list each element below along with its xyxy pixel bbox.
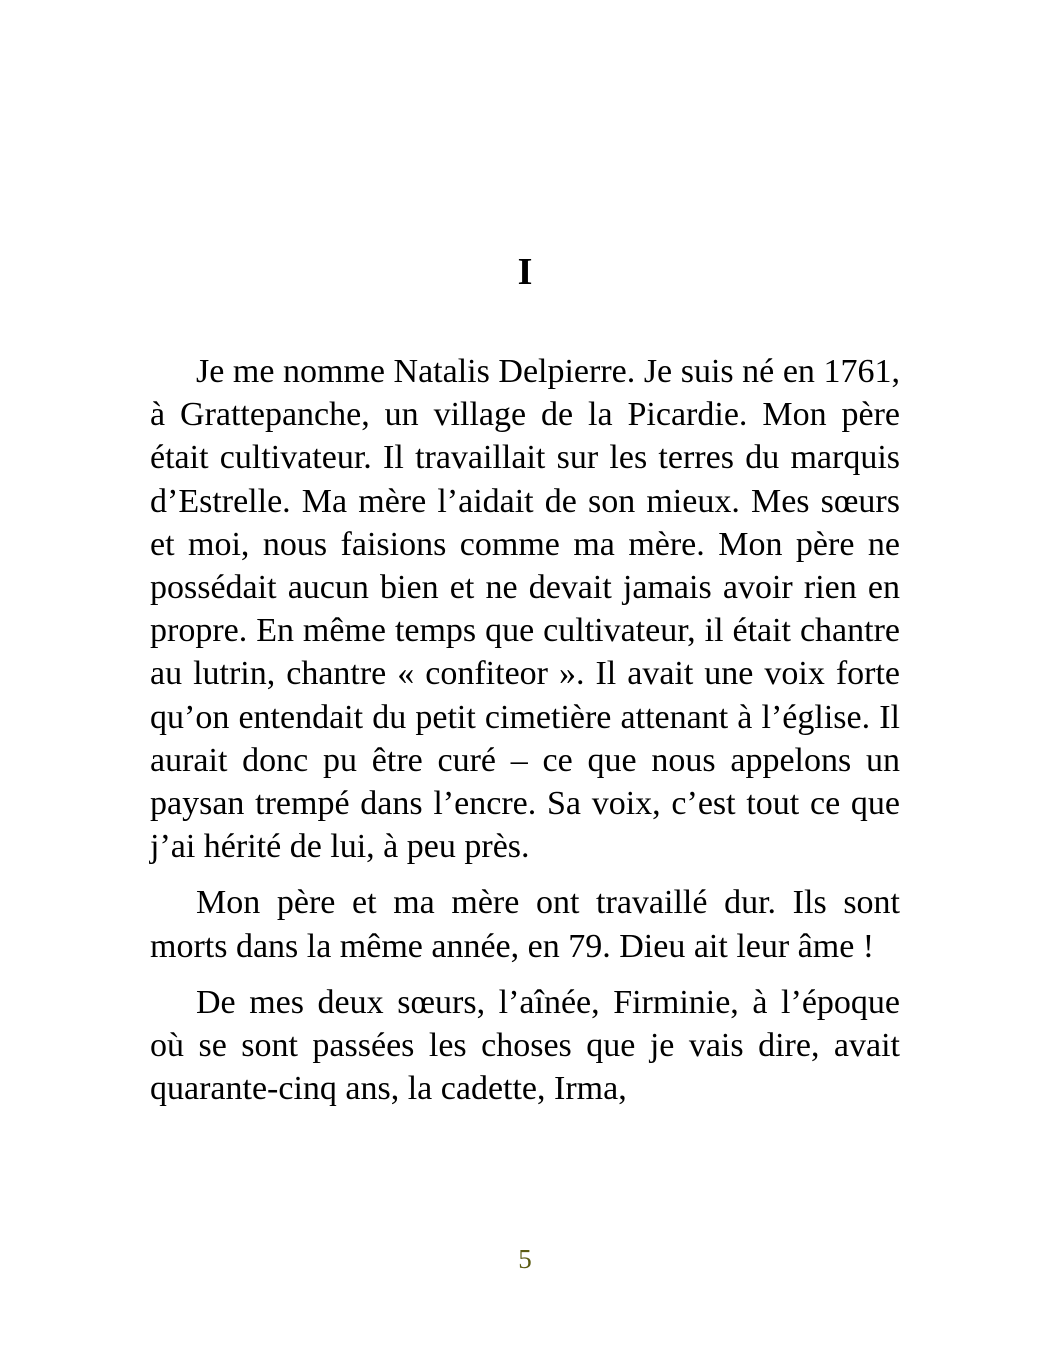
- paragraph-1: Je me nomme Natalis Delpierre. Je suis né en 1761, à Grattepanche, un village de la Picardie. Mon père était cultivateur. Il travaillait sur les terres du marquis d’Estrelle. Ma mère l’aidait de son mieux. Mes sœurs et moi, nous faisions comme ma mère. Mon père ne possédait aucun bien et ne devait jamais avoir rien en propre. En même temps que cultivateur, il était chantre au lutrin, chantre « confiteor ». Il avait une voix forte qu’on entendait du petit cimetière attenant à l’église. Il aurait donc pu être curé – ce que nous appelons un paysan trempé dans l’encre. Sa voix, c’est tout ce que j’ai hérité de lui, à peu près.: [150, 353, 900, 866]
- body-text: [150, 350, 900, 1123]
- paragraph-2: Mon père et ma mère ont travaillé dur. Ils sont morts dans la même année, en 79. Dieu ait leur âme !: [150, 884, 900, 965]
- paragraph-3: De mes deux sœurs, l’aînée, Firminie, à l’époque où se sont passées les choses que je vais dire, avait quarante-cinq ans, la cadette, Irma,: [150, 983, 900, 1108]
- page-number: 5: [518, 1244, 532, 1274]
- chapter-title: I: [517, 251, 533, 293]
